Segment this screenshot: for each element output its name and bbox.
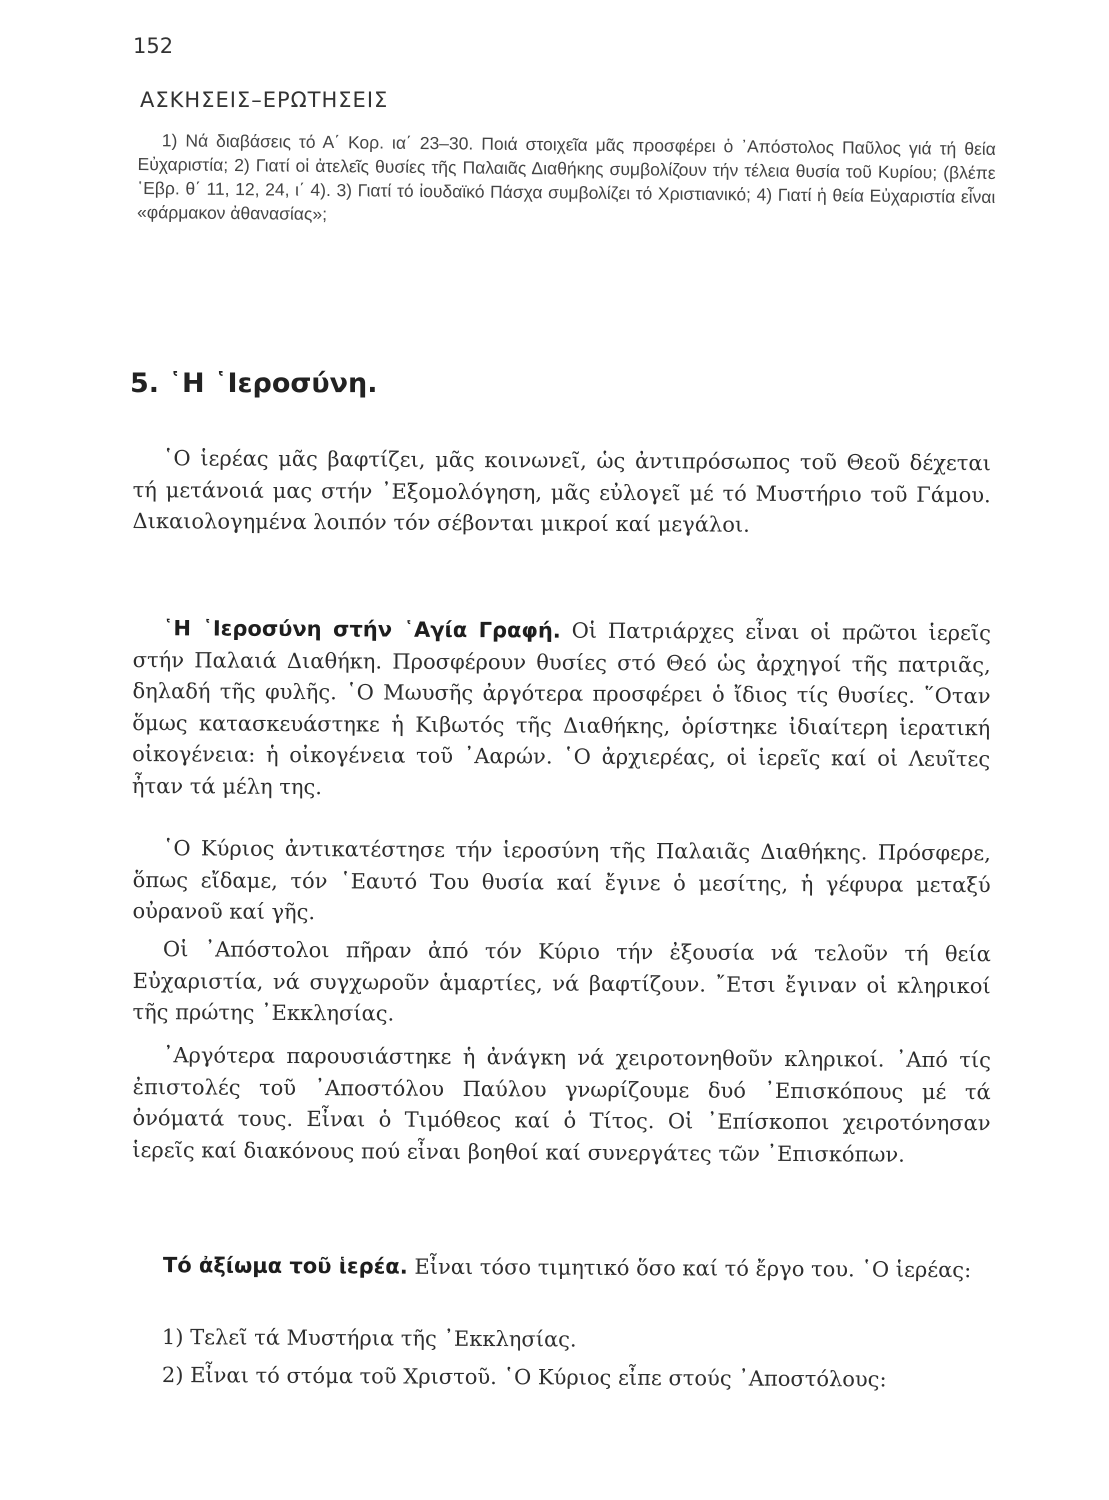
paragraph-lord: ῾Ο Κύριος ἀντικατέστησε τήν ἱεροσύνη τῆς Παλαιᾶς Διαθήκης. Πρόσφερε, ὅπως εἴδαμε, τόν ῾Εαυτό Του θυσία καί ἔγινε ὁ μεσίτης, ἡ γέφυρα μεταξύ οὐρανοῦ καί γῆς. (132, 836, 991, 925)
paragraph-scripture (132, 613, 991, 807)
page-number: 152 (133, 34, 174, 58)
paragraph-later: ᾿Αργότερα παρουσιάστηκε ἡ ἀνάγκη νά χειροτονηθοῦν κληρικοί. ᾿Από τίς ἐπιστολές τοῦ ᾿Αποστόλου Παύλου γνωρίζουμε δυό ᾿Επισκόπους μέ τά ὀνόματά τους. Εἶναι ὁ Τιμόθεος καί ὁ Τίτος. Οἱ ᾿Επίσκοποι χειροτόνησαν ἱερεῖς καί διακόνους πού εἶναι βοηθοί καί συνεργάτες τῶν ᾿Επισκόπων. (132, 1043, 991, 1167)
section-heading: 5. ῾Η ῾Ιεροσύνη. (130, 368, 378, 399)
paragraph-apostles: Οἱ ᾿Απόστολοι πῆραν ἀπό τόν Κύριο τήν ἐξουσία νά τελοῦν τή θεία Εὐχαριστία, νά συγχωροῦν ἁμαρτίες, νά βαφτίζουν. ῎Ετσι ἔγιναν οἱ κληρικοί τῆς πρώτης ᾿Εκκλησίας. (132, 937, 991, 1026)
dignity-text: Εἶναι τόσο τιμητικό ὅσο καί τό ἔργο του. ῾Ο ἱερέας: (414, 1254, 972, 1283)
list-item: 2) Εἶναι τό στόμα τοῦ Χριστοῦ. ῾Ο Κύριος εἶπε στούς ᾿Αποστόλους: (161, 1363, 887, 1392)
list-item: 1) Τελεῖ τά Μυστήρια τῆς ᾿Εκκλησίας. (161, 1325, 577, 1352)
exercises-text: 1) Νά διαβάσεις τό Α΄ Κορ. ια΄ 23–30. Ποιά στοιχεῖα μᾶς προσφέρει ὁ ᾿Απόστολος Παῦλος γιά τή θεία Εὐχαριστία; 2) Γιατί οἱ ἀτελεῖς θυσίες τῆς Παλαιᾶς Διαθήκης συμβολίζουν τήν τέλεια θυσία τοῦ Κυρίου; (βλέπε ῾Εβρ. θ΄ 11, 12, 24, ι΄ 4). 3) Γιατί τό ἰουδαϊκό Πάσχα συμβολίζει τό Χριστιανικό; 4) Γιατί ἡ θεία Εὐχαριστία εἶναι «φάρμακον ἀθανασίας»; (137, 130, 996, 224)
scripture-run-in-title: ῾Η ῾Ιεροσύνη στήν ῾Αγία Γραφή. (162, 616, 561, 643)
exercises-heading: ΑΣΚΗΣΕΙΣ–ΕΡΩΤΗΣΕΙΣ (140, 88, 389, 112)
dignity-run-in-title: Τό ἀξίωμα τοῦ ἱερέα. (162, 1253, 408, 1279)
scripture-text: Οἱ Πατριάρχες εἶναι οἱ πρῶτοι ἱερεῖς στήν Παλαιά Διαθήκη. Προσφέρουν θυσίες στό Θεό ὡς ἀρχηγοί τῆς πατριᾶς, δηλαδή τῆς φυλῆς. ῾Ο Μωυσῆς ἀργότερα προσφέρει ὁ ἴδιος τίς θυσίες. ῞Οταν ὅμως κατασκευάστηκε ἡ Κιβωτός τῆς Διαθήκης, ὁρίστηκε ἰδιαίτερη ἱερατική οἰκογένεια: ἡ οἰκογένεια τοῦ ᾿Ααρών. ῾Ο ἀρχιερέας, οἱ ἱερεῖς καί οἱ Λευῖτες ἦταν τά μέλη της. (131, 618, 991, 799)
paragraph-dignity (133, 1250, 991, 1287)
paragraph-intro: ῾Ο ἱερέας μᾶς βαφτίζει, μᾶς κοινωνεῖ, ὡς ἀντιπρόσωπος τοῦ Θεοῦ δέχεται τή μετάνοιά μας στήν ᾿Εξομολόγηση, μᾶς εὐλογεῖ μέ τό Μυστήριο τοῦ Γάμου. Δικαιολογημένα λοιπόν τόν σέβονται μικροί καί μεγάλοι. (132, 446, 991, 537)
